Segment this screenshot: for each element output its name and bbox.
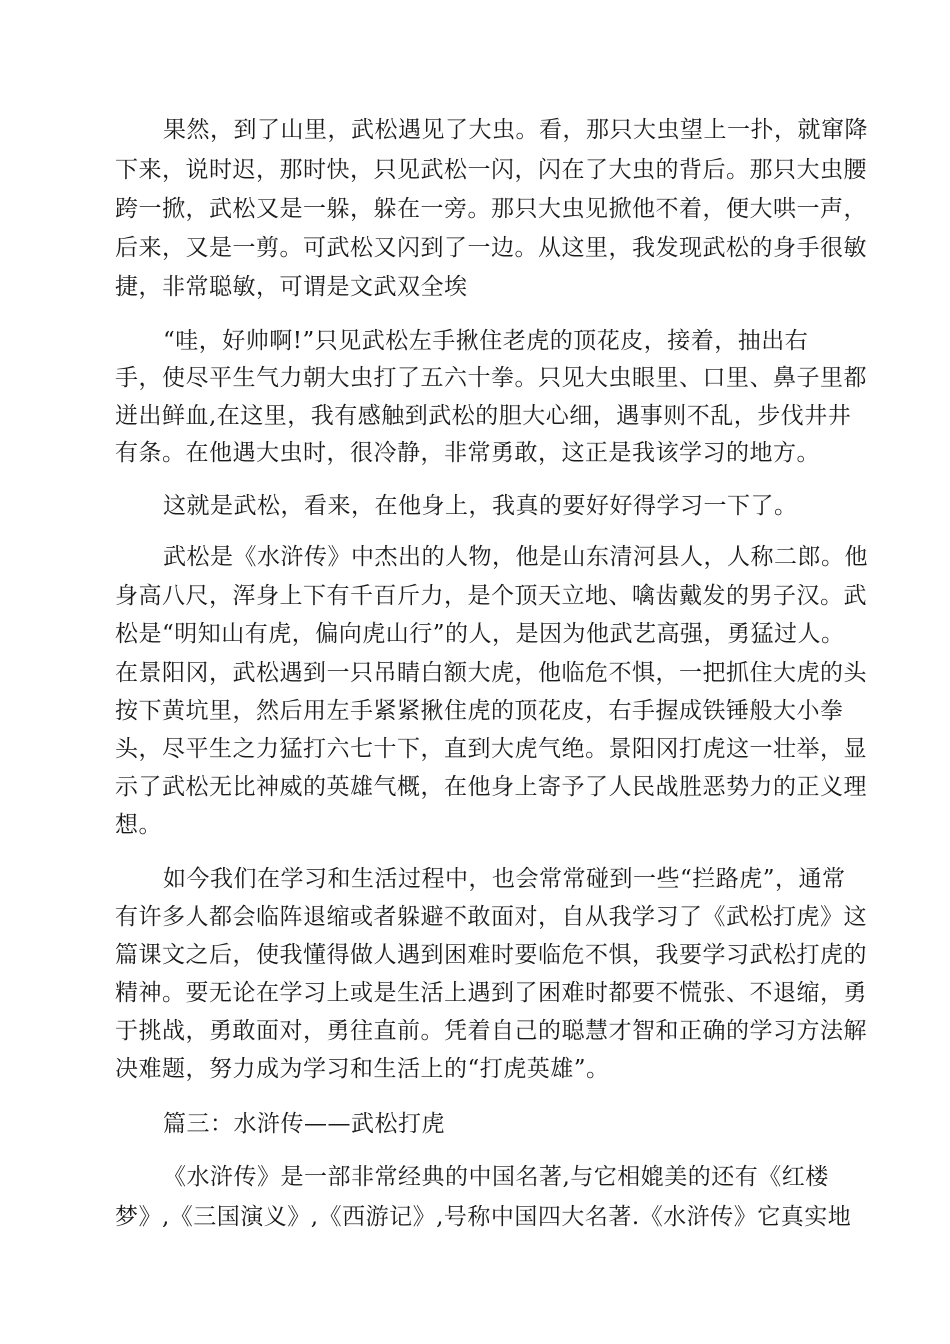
paragraph-3-line-1: 这就是武松，看来，在他身上，我真的要好好得学习一下了。 xyxy=(163,493,798,519)
paragraph-4-line-1: 武松是《水浒传》中杰出的人物，他是山东清河县人，人称二郎。他 xyxy=(163,544,868,570)
paragraph-1-line-3: 跨一掀，武松又是一躲，躲在一旁。那只大虫见掀他不着，便大哄一声， xyxy=(115,196,867,222)
paragraph-5-line-5: 于挑战，勇敢面对，勇往直前。凭着自己的聪慧才智和正确的学习方法解 xyxy=(115,1018,867,1044)
paragraph-2-line-3: 迸出鲜血,在这里，我有感触到武松的胆大心细，遇事则不乱，步伐井井 xyxy=(115,403,852,429)
paragraph-2-line-2: 手，使尽平生气力朝大虫打了五六十拳。只见大虫眼里、口里、鼻子里都 xyxy=(115,365,867,391)
paragraph-5-line-3: 篇课文之后，使我懂得做人遇到困难时要临危不惧，我要学习武松打虎的 xyxy=(115,942,867,968)
paragraph-5-line-4: 精神。要无论在学习上或是生活上遇到了困难时都要不慌张、不退缩，勇 xyxy=(115,980,867,1006)
paragraph-7-line-1: 《水浒传》是一部非常经典的中国名著,与它相媲美的还有《红楼 xyxy=(163,1164,829,1190)
paragraph-2-line-1: “哇，好帅啊!”只见武松左手揪住老虎的顶花皮，接着，抽出右 xyxy=(163,328,809,354)
paragraph-1-line-1: 果然，到了山里，武松遇见了大虫。看，那只大虫望上一扑，就窜降 xyxy=(163,117,868,143)
paragraph-4-line-6: 头，尽平生之力猛打六七十下，直到大虎气绝。景阳冈打虎这一壮举，显 xyxy=(115,736,867,762)
paragraph-1-line-5: 捷，非常聪敏，可谓是文武双全埃 xyxy=(115,274,468,300)
paragraph-7-line-2: 梦》,《三国演义》,《西游记》,号称中国四大名著.《水浒传》它真实地 xyxy=(115,1204,852,1230)
paragraph-4-line-4: 在景阳冈，武松遇到一只吊睛白额大虎，他临危不惧，一把抓住大虎的头 xyxy=(115,660,867,686)
paragraph-2-line-4: 有条。在他遇大虫时，很冷静，非常勇敢，这正是我该学习的地方。 xyxy=(115,440,820,466)
paragraph-4-line-3: 松是“明知山有虎，偏向虎山行”的人，是因为他武艺高强，勇猛过人。 xyxy=(115,621,845,647)
paragraph-1-line-4: 后来，又是一剪。可武松又闪到了一边。从这里，我发现武松的身手很敏 xyxy=(115,235,867,261)
paragraph-5-line-6: 决难题，努力成为学习和生活上的“打虎英雄”。 xyxy=(115,1056,610,1082)
paragraph-4-line-7: 示了武松无比神威的英雄气概，在他身上寄予了人民战胜恶势力的正义理 xyxy=(115,774,867,800)
paragraph-1-line-2: 下来，说时迟，那时快，只见武松一闪，闪在了大虫的背后。那只大虫腰 xyxy=(115,157,867,183)
paragraph-4-line-2: 身高八尺，浑身上下有千百斤力，是个顶天立地、噙齿戴发的男子汉。武 xyxy=(115,583,867,609)
paragraph-4-line-8: 想。 xyxy=(115,812,162,838)
paragraph-5-line-2: 有许多人都会临阵退缩或者躲避不敢面对，自从我学习了《武松打虎》这 xyxy=(115,904,867,930)
paragraph-5-line-1: 如今我们在学习和生活过程中，也会常常碰到一些“拦路虎”，通常 xyxy=(163,866,846,892)
section-heading: 篇三：水浒传——武松打虎 xyxy=(163,1111,445,1137)
paragraph-4-line-5: 按下黄坑里，然后用左手紧紧揪住虎的顶花皮，右手握成铁锤般大小拳 xyxy=(115,698,844,724)
